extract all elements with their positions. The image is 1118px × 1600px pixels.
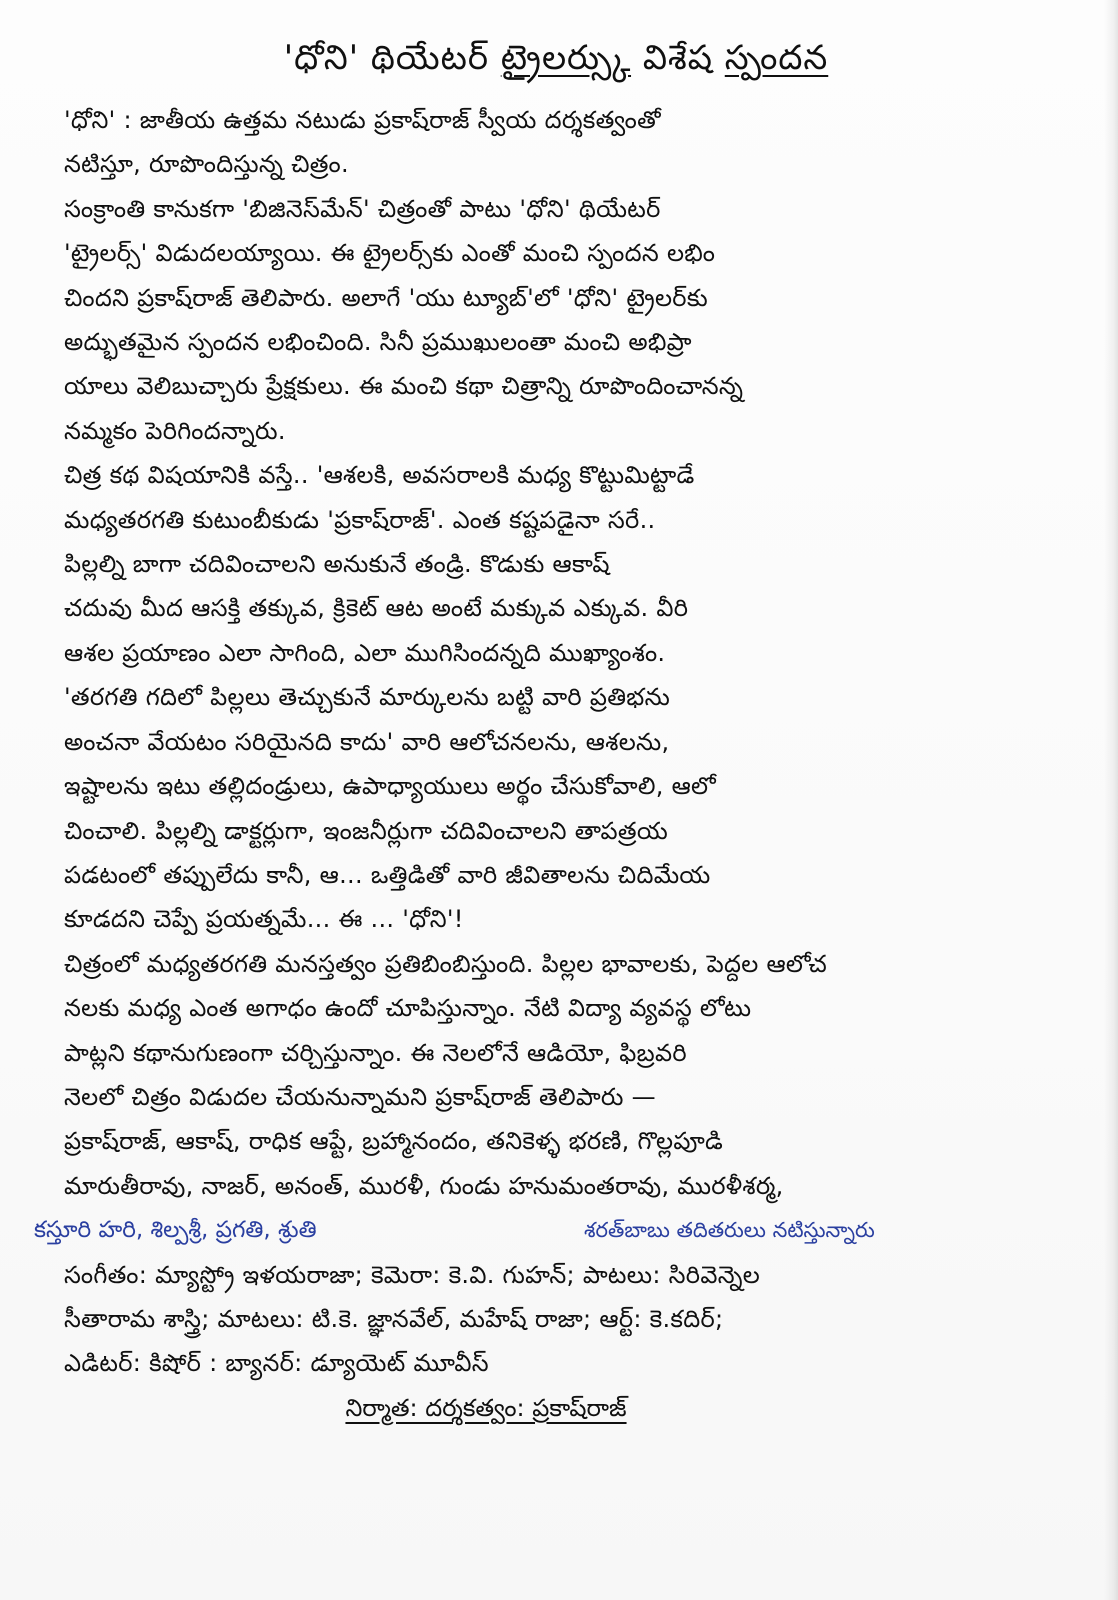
body-line: చించాలి. పిల్లల్ని డాక్టర్లుగా, ఇంజనీర్లుగా చదివించాలని తాపత్రయ [64, 816, 668, 845]
body-line: చిత్ర కథ విషయానికి వస్తే.. 'ఆశలకి, అవసరాలకి మధ్య కొట్టుమిట్టాడే [64, 461, 695, 490]
body-line: చిత్రంలో మధ్యతరగతి మనస్తత్వం ప్రతిబింబిస్తుంది. పిల్లల భావాలకు, పెద్దల ఆలోచ [64, 949, 828, 978]
credits-line: సంగీతం: మ్యాస్ట్రో ఇళయరాజా; కెమెరా: కె.వి. గుహన్; పాటలు: సిరివెన్నెల [64, 1260, 761, 1289]
body-line: పడటంలో తప్పులేదు కానీ, ఆ... ఒత్తిడితో వారి జీవితాలను చిదిమేయ [64, 860, 711, 889]
body-line: ఆశల ప్రయాణం ఎలా సాగింది, ఎలా ముగిసిందన్నది ముఖ్యాంశం. [64, 638, 666, 667]
body-line: అద్భుతమైన స్పందన లభించింది. సినీ ప్రముఖులంతా మంచి అభిప్రా [64, 328, 692, 357]
body-line: యాలు వెలిబుచ్చారు ప్రేక్షకులు. ఈ మంచి కథా చిత్రాన్ని రూపొందించానన్న [64, 372, 744, 401]
blue-ink-line [34, 1208, 1048, 1252]
title-part-1: 'ధోని' థియేటర్ [283, 38, 501, 78]
title-part-2: ట్రైలర్స్ [500, 38, 632, 78]
body-line: నటిస్తూ, రూపొందిస్తున్న చిత్రం. [64, 150, 349, 179]
body-line: మారుతీరావు, నాజర్, అనంత్, మురళీ, గుండు హనుమంతరావు, మురళీశర్మ, [64, 1171, 784, 1200]
title-part-3: కు విశేష [631, 38, 725, 78]
body-line: నలకు మధ్య ఎంత అగాధం ఉందో చూపిస్తున్నాం. నేటి విద్యా వ్యవస్థ లోటు [64, 994, 752, 1023]
body-line: చదువు మీద ఆసక్తి తక్కువ, క్రికెట్ ఆట అంటే మక్కువ ఎక్కువ. వీరి [64, 594, 689, 623]
body-line: 'ధోని' : జాతీయ ఉత్తమ నటుడు ప్రకాష్‌రాజ్ స్వీయ దర్శకత్వంతో [64, 106, 661, 134]
body-line: సంక్రాంతి కానుకగా 'బిజినెస్‌మేన్' చిత్రంతో పాటు 'ధోని' థియేటర్ [64, 194, 661, 223]
blue-ink-cast-names: కస్తూరి హరి, శిల్పశ్రీ, ప్రగతి, శ్రుతి [34, 1217, 317, 1244]
body-line: పిల్లల్ని బాగా చదివించాలని అనుకునే తండ్రి. కొడుకు ఆకాష్ [64, 550, 610, 579]
body-line: అంచనా వేయటం సరియైనది కాదు' వారి ఆలోచనలను, ఆశలను, [64, 727, 670, 756]
body-line: నమ్మకం పెరిగిందన్నారు. [64, 416, 286, 445]
title-part-4: స్పందన [724, 38, 829, 78]
body-line: 'ట్రైలర్స్' విడుదలయ్యాయి. ఈ ట్రైలర్స్‌కు ఎంతో మంచి స్పందన లభిం [64, 239, 716, 268]
producer-director-text: నిర్మాత: దర్శకత్వం: ప్రకాష్‌రాజ్ [345, 1393, 627, 1422]
body-line: 'తరగతి గదిలో పిల్లలు తెచ్చుకునే మార్కులను బట్టి వారి ప్రతిభను [64, 683, 671, 712]
body-line: ప్రకాష్‌రాజ్, ఆకాష్, రాధిక ఆప్టే, బ్రహ్మానందం, తనికెళ్ళ భరణి, గొల్లపూడి [64, 1127, 724, 1156]
body-line: చిందని ప్రకాష్‌రాజ్ తెలిపారు. అలాగే 'యు ట్యూబ్'లో 'ధోని' ట్రైలర్‌కు [64, 283, 708, 312]
page-title [64, 32, 1048, 84]
credits-line: ఎడిటర్: కిషోర్ : బ్యానర్: డ్యూయెట్ మూవీస్ [64, 1349, 489, 1378]
body-line: మధ్యతరగతి కుటుంబీకుడు 'ప్రకాష్‌రాజ్'. ఎంత కష్టపడైనా సరే.. [64, 505, 656, 534]
paper-edge-shadow [1104, 0, 1118, 1600]
body-line: కూడదని చెప్పే ప్రయత్నమే... ఈ ... 'ధోని'! [64, 905, 464, 934]
body-line: నెలలో చిత్రం విడుదల చేయనున్నామని ప్రకాష్‌రాజ్ తెలిపారు — [64, 1082, 656, 1111]
body-line: ఇష్టాలను ఇటు తల్లిదండ్రులు, ఉపాధ్యాయులు అర్థం చేసుకోవాలి, ఆలో [64, 772, 717, 801]
producer-director-credit [64, 1386, 1048, 1430]
body-line: పాట్లని కథానుగుణంగా చర్చిస్తున్నాం. ఈ నెలలోనే ఆడియో, ఫిబ్రవరి [64, 1038, 687, 1067]
body-text [34, 98, 1048, 1430]
credits-line: సీతారామ శాస్త్రి; మాటలు: టి.కె. జ్ఞానవేల్, మహేష్ రాజా; ఆర్ట్: కె.కదిర్; [64, 1304, 724, 1333]
blue-ink-cast-note: శరత్‌బాబు తదితరులు నటిస్తున్నారు [584, 1218, 875, 1243]
